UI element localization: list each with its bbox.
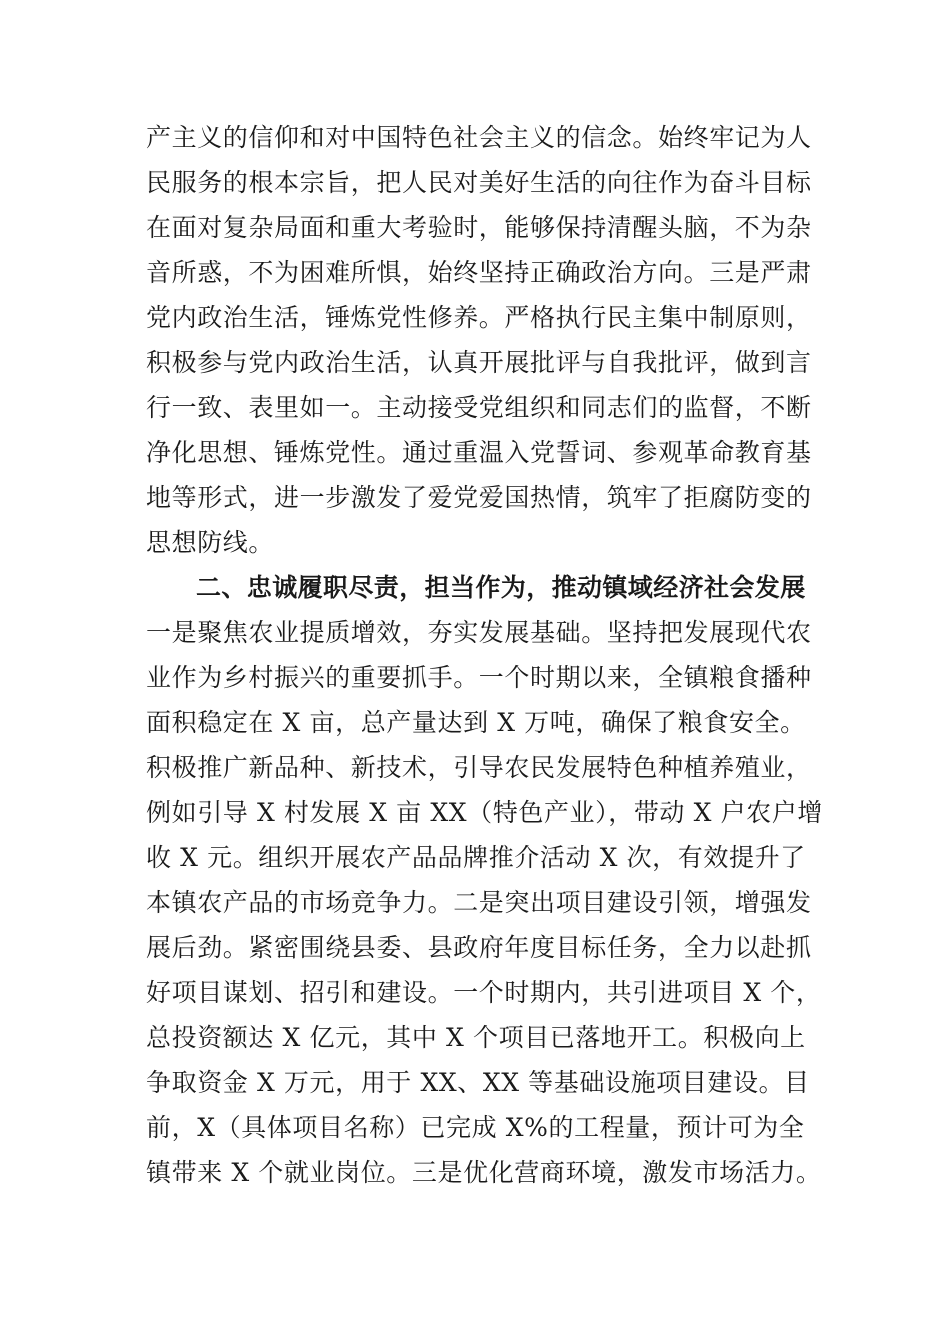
paragraph-line: 净化思想、锤炼党性。通过重温入党誓词、参观革命教育基 [146, 438, 812, 467]
paragraph-line: 镇带来 X 个就业岗位。三是优化营商环境，激发市场活力。 [146, 1158, 822, 1187]
paragraph-line: 业作为乡村振兴的重要抓手。一个时期以来，全镇粮食播种 [146, 663, 812, 692]
section-heading: 二、忠诚履职尽责，担当作为，推动镇域经济社会发展 [196, 573, 806, 602]
paragraph-line: 积极推广新品种、新技术，引导农民发展特色种植养殖业， [146, 753, 812, 782]
paragraph-line: 思想防线。 [146, 528, 275, 557]
paragraph-line: 争取资金 X 万元，用于 XX、XX 等基础设施项目建设。目 [146, 1068, 810, 1097]
paragraph-line: 例如引导 X 村发展 X 亩 XX（特色产业），带动 X 户农户增 [146, 798, 823, 827]
paragraph-line: 面积稳定在 X 亩，总产量达到 X 万吨，确保了粮食安全。 [146, 708, 806, 737]
paragraph-line: 展后劲。紧密围绕县委、县政府年度目标任务，全力以赴抓 [146, 933, 812, 962]
paragraph-line: 总投资额达 X 亿元，其中 X 个项目已落地开工。积极向上 [146, 1023, 806, 1052]
paragraph-line: 积极参与党内政治生活，认真开展批评与自我批评，做到言 [146, 348, 812, 377]
paragraph-line: 好项目谋划、招引和建设。一个时期内，共引进项目 X 个， [146, 978, 822, 1007]
paragraph-line: 在面对复杂局面和重大考验时，能够保持清醒头脑，不为杂 [146, 213, 812, 242]
paragraph-line: 本镇农产品的市场竞争力。二是突出项目建设引领，增强发 [146, 888, 812, 917]
paragraph-line: 行一致、表里如一。主动接受党组织和同志们的监督，不断 [146, 393, 812, 422]
paragraph-line: 一是聚焦农业提质增效，夯实发展基础。坚持把发展现代农 [146, 618, 812, 647]
paragraph-line: 党内政治生活，锤炼党性修养。严格执行民主集中制原则， [146, 303, 812, 332]
paragraph-line: 地等形式，进一步激发了爱党爱国热情，筑牢了拒腐防变的 [146, 483, 812, 512]
paragraph-line: 前，X（具体项目名称）已完成 X%的工程量，预计可为全 [146, 1113, 805, 1142]
paragraph-line: 音所惑，不为困难所惧，始终坚持正确政治方向。三是严肃 [146, 258, 812, 287]
paragraph-line: 收 X 元。组织开展农产品品牌推介活动 X 次，有效提升了 [146, 843, 806, 872]
paragraph-line: 产主义的信仰和对中国特色社会主义的信念。始终牢记为人 [146, 123, 812, 152]
paragraph-line: 民服务的根本宗旨，把人民对美好生活的向往作为奋斗目标 [146, 168, 812, 197]
